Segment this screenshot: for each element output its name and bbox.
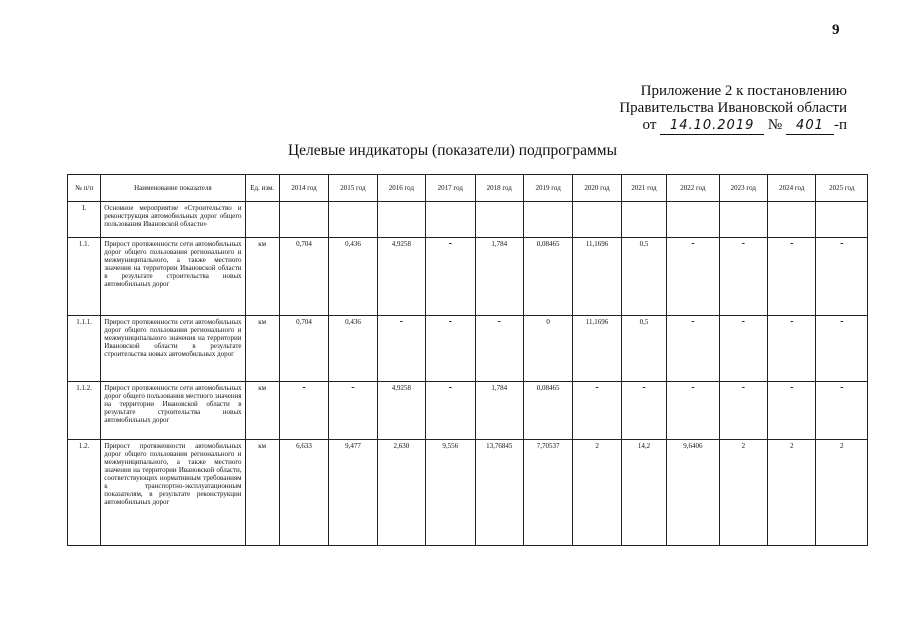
value-cell: 1,784 — [475, 382, 523, 440]
unit-cell: км — [245, 382, 279, 440]
indicator-name: Прирост протяженности сети автомобильных дорог общего пользования местного значения на территории Ивановской области в результате строительства новых автомобильных дорог — [101, 382, 245, 440]
table-row — [68, 382, 868, 440]
table-row — [68, 316, 868, 382]
value-cell — [816, 202, 868, 238]
value-cell: - — [279, 382, 328, 440]
value-cell — [621, 202, 666, 238]
table-row — [68, 238, 868, 316]
appendix-signature-line — [547, 117, 847, 135]
value-cell: - — [816, 238, 868, 316]
header-cell: № п/п — [68, 175, 101, 202]
value-cell — [768, 202, 816, 238]
value-cell — [523, 202, 572, 238]
header-cell: 2014 год — [279, 175, 328, 202]
value-cell: - — [816, 382, 868, 440]
value-cell: 4,9258 — [377, 238, 425, 316]
value-cell: - — [768, 382, 816, 440]
value-cell: 13,76845 — [475, 440, 523, 546]
value-cell: - — [719, 238, 767, 316]
header-cell: 2016 год — [377, 175, 425, 202]
value-cell: - — [426, 382, 475, 440]
row-number: 1.1.2. — [68, 382, 101, 440]
header-cell: 2024 год — [768, 175, 816, 202]
value-cell: 0,5 — [621, 238, 666, 316]
value-cell — [377, 202, 425, 238]
header-cell: Наименование показателя — [101, 175, 245, 202]
unit-cell: км — [245, 316, 279, 382]
header-cell: 2019 год — [523, 175, 572, 202]
indicator-name: Основное мероприятие «Строительство и реконструкция автомобильных дорог общего пользования Ивановской области» — [101, 202, 245, 238]
value-cell: - — [667, 382, 719, 440]
value-cell: 4,9258 — [377, 382, 425, 440]
value-cell: 0,08465 — [523, 238, 572, 316]
value-cell: - — [377, 316, 425, 382]
number-label: № — [767, 117, 783, 133]
value-cell: 0,704 — [279, 316, 328, 382]
appendix-line-2: Правительства Ивановской области — [619, 100, 847, 116]
handwritten-date: 14.10.2019 — [660, 117, 764, 135]
value-cell: - — [768, 316, 816, 382]
value-cell: 0,436 — [329, 238, 377, 316]
value-cell — [426, 202, 475, 238]
value-cell: - — [667, 238, 719, 316]
unit-cell — [245, 202, 279, 238]
value-cell: 9,6406 — [667, 440, 719, 546]
value-cell: - — [329, 382, 377, 440]
row-number: 1.1.1. — [68, 316, 101, 382]
value-cell: 0,704 — [279, 238, 328, 316]
value-cell: 2 — [768, 440, 816, 546]
value-cell — [573, 202, 621, 238]
value-cell: 2,630 — [377, 440, 425, 546]
header-cell: 2017 год — [426, 175, 475, 202]
value-cell — [667, 202, 719, 238]
row-number: 1.1. — [68, 238, 101, 316]
indicators-table — [67, 174, 868, 546]
value-cell — [475, 202, 523, 238]
value-cell: 2 — [719, 440, 767, 546]
indicator-name: Прирост протяженности сети автомобильных дорог общего пользования регионального и межмуниципального, а также местного значения на территории Ивановской области в результате строительства новых автомобильных дорог — [101, 238, 245, 316]
value-cell — [719, 202, 767, 238]
value-cell: 2 — [573, 440, 621, 546]
value-cell: - — [667, 316, 719, 382]
value-cell: 11,1696 — [573, 316, 621, 382]
appendix-line-1: Приложение 2 к постановлению — [640, 83, 847, 99]
value-cell: - — [573, 382, 621, 440]
header-cell: 2020 год — [573, 175, 621, 202]
value-cell: 9,477 — [329, 440, 377, 546]
value-cell: - — [719, 316, 767, 382]
header-cell: 2021 год — [621, 175, 666, 202]
header-cell: 2018 год — [475, 175, 523, 202]
indicator-name: Прирост протяженности автомобильных дорог общего пользования регионального и межмуниципального, а также местного значения на территории Ивановской области, соответствующих нормативным требованиям к транспортно-эксплуатационным показателям, в результате реконструкции автомобильных дорог — [101, 440, 245, 546]
table-body — [68, 202, 868, 546]
value-cell: - — [475, 316, 523, 382]
unit-cell: км — [245, 440, 279, 546]
value-cell: 0,5 — [621, 316, 666, 382]
header-cell: 2023 год — [719, 175, 767, 202]
document-title: Целевые индикаторы (показатели) подпрограммы — [287, 142, 618, 159]
header-cell: Ед. изм. — [245, 175, 279, 202]
value-cell: 11,1696 — [573, 238, 621, 316]
value-cell: 0,08465 — [523, 382, 572, 440]
handwritten-number: 401 — [786, 117, 834, 135]
appendix-block — [547, 83, 847, 135]
value-cell — [279, 202, 328, 238]
header-cell: 2022 год — [667, 175, 719, 202]
value-cell: - — [426, 238, 475, 316]
value-cell: 14,2 — [621, 440, 666, 546]
from-label: от — [642, 117, 657, 133]
value-cell: - — [816, 316, 868, 382]
value-cell — [329, 202, 377, 238]
value-cell: - — [719, 382, 767, 440]
value-cell: - — [426, 316, 475, 382]
table-row — [68, 202, 868, 238]
number-suffix: -п — [833, 117, 847, 133]
row-number: 1.2. — [68, 440, 101, 546]
value-cell: 2 — [816, 440, 868, 546]
value-cell: 6,633 — [279, 440, 328, 546]
value-cell: - — [621, 382, 666, 440]
value-cell: 1,784 — [475, 238, 523, 316]
value-cell: 0 — [523, 316, 572, 382]
header-cell: 2025 год — [816, 175, 868, 202]
table-row — [68, 440, 868, 546]
table-header-row — [68, 175, 868, 202]
value-cell: 9,556 — [426, 440, 475, 546]
value-cell: 7,70537 — [523, 440, 572, 546]
value-cell: 0,436 — [329, 316, 377, 382]
unit-cell: км — [245, 238, 279, 316]
indicator-name: Прирост протяженности сети автомобильных дорог общего пользования регионального и межмуниципального значения на территории Ивановской области в результате строительства новых автомобильных дорог — [101, 316, 245, 382]
page-number: 9 — [832, 22, 840, 38]
value-cell: - — [768, 238, 816, 316]
row-number: I. — [68, 202, 101, 238]
header-cell: 2015 год — [329, 175, 377, 202]
